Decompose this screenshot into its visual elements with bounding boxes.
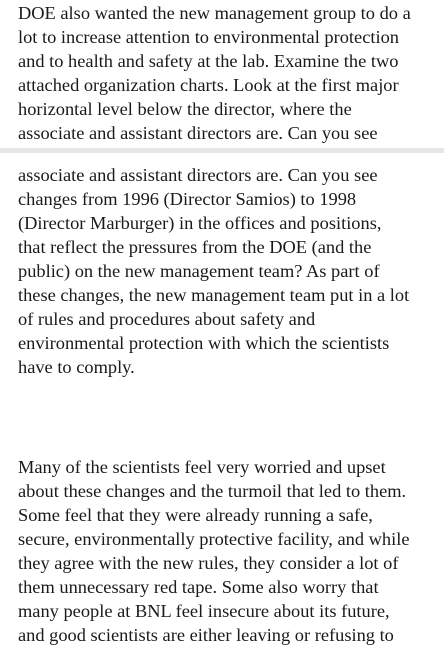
text-line: (Director Marburger) in the offices and positions, (18, 213, 382, 233)
text-line: of rules and procedures about safety and (18, 309, 316, 329)
text-line: public) on the new management team? As part of (18, 261, 380, 281)
text-line: attached organization charts. Look at the first major (18, 75, 399, 95)
text-line: and to health and safety at the lab. Examine the two (18, 51, 399, 71)
text-line: these changes, the new management team put in a lot (18, 285, 410, 305)
text-line: secure, environmentally protective facility, and while (18, 529, 410, 549)
page-crop-bottom (0, 153, 444, 658)
text-line: many people at BNL feel insecure about its future, (18, 601, 390, 621)
text-line: that reflect the pressures from the DOE (and the (18, 237, 372, 257)
text-line: they agree with the new rules, they consider a lot of (18, 553, 399, 573)
page-crop-top (0, 0, 444, 148)
text-line: lot to increase attention to environmental protection (18, 27, 399, 47)
text-line: Some feel that they were already running a safe, (18, 505, 373, 525)
text-line: horizontal level below the director, where the (18, 99, 352, 119)
text-line: environmental protection with which the scientists (18, 333, 390, 353)
text-line: associate and assistant directors are. Can you see (18, 123, 378, 143)
text-line: associate and assistant directors are. Can you see (18, 165, 378, 185)
text-line: DOE also wanted the new management group to do a (18, 3, 411, 23)
text-line: about these changes and the turmoil that led to them. (18, 481, 407, 501)
text-line: have to comply. (18, 357, 135, 377)
text-line: and good scientists are either leaving or refusing to (18, 625, 394, 645)
text-line: them unnecessary red tape. Some also worry that (18, 577, 379, 597)
text-line: changes from 1996 (Director Samios) to 1998 (18, 189, 357, 209)
text-line: Many of the scientists feel very worried and upset (18, 457, 386, 477)
